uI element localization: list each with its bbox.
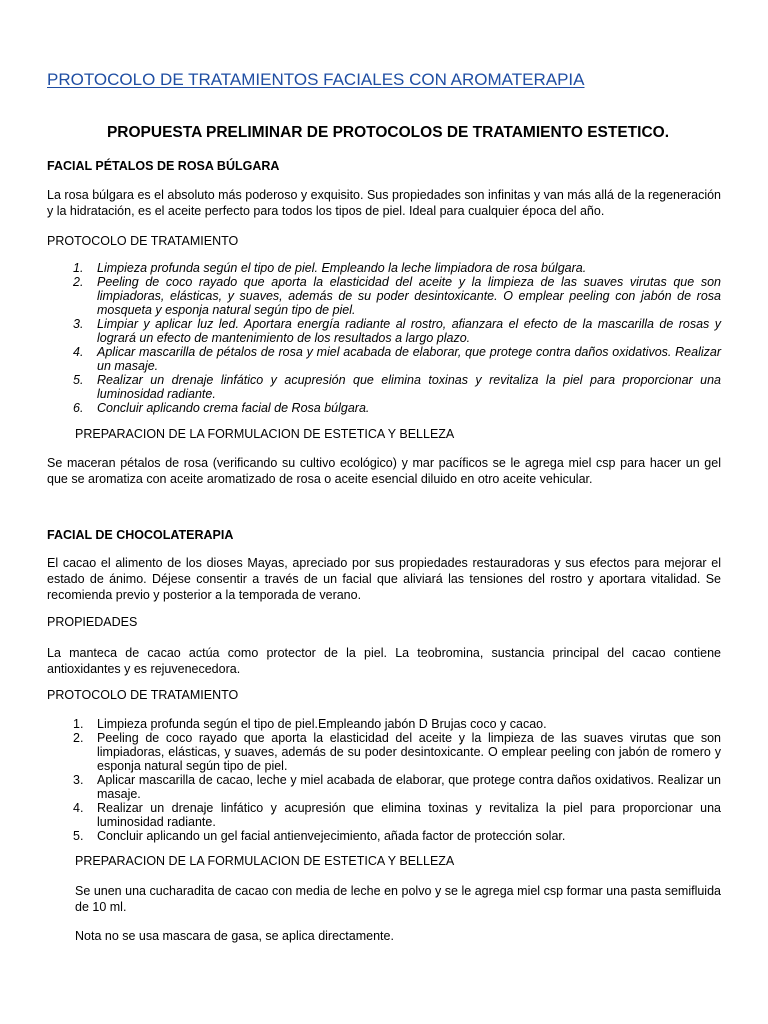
step-text: Realizar un drenaje linfático y acupresión que elimina toxinas y revitaliza la piel para proporcionar una luminosidad radiante. (97, 801, 721, 829)
properties-label: PROPIEDADES (47, 615, 138, 629)
step-text: Aplicar mascarilla de cacao, leche y miel acabada de elaborar, que protege contra daños oxidativos. Realizar un masaje. (97, 773, 721, 801)
prep-text-rosa: Se maceran pétalos de rosa (verificando su cultivo ecológico) y mar pacíficos se le agrega miel csp para hacer un gel que se aromatiza con aceite aromatizado de rosa o aceite esencial diluido en otro aceite vehicular. (47, 456, 721, 486)
document-subtitle: PROPUESTA PRELIMINAR DE PROTOCOLOS DE TRATAMIENTO ESTETICO. (106, 124, 670, 141)
step-text: Concluir aplicando un gel facial antienvejecimiento, añada factor de protección solar. (97, 829, 566, 843)
list-item (47, 317, 721, 345)
protocol-steps-chocolate (47, 717, 721, 843)
list-item (47, 731, 721, 773)
step-text: Limpieza profunda según el tipo de piel. Empleando la leche limpiadora de rosa búlgara. (97, 261, 587, 275)
list-item (47, 261, 721, 275)
protocol-label-rosa: PROTOCOLO DE TRATAMIENTO (47, 234, 239, 248)
step-text: Peeling de coco rayado que aporta la elasticidad del aceite y la limpieza de las suaves virutas que son limpiadoras, elásticas, y suaves, además de su poder desintoxicante. O emplear peeling con jabón de rosa mosqueta y esponja natural según tipo de piel. (97, 275, 721, 317)
list-item (47, 773, 721, 801)
step-text: Concluir aplicando crema facial de Rosa búlgara. (97, 401, 370, 415)
step-text: Peeling de coco rayado que aporta la elasticidad del aceite y la limpieza de las suaves virutas que son limpiadoras, elásticas, y suaves, además de su poder desintoxicante. O emplear peeling con jabón de romero y esponja natural según tipo de piel. (97, 731, 721, 773)
step-number: 5. (73, 373, 84, 387)
section-intro-chocolate: El cacao el alimento de los dioses Mayas, apreciado por sus propiedades restauradoras y sus efectos para mejorar el estado de ánimo. Déjese consentir a través de un facial que aliviará las tensiones del rostro y aportara vitalidad. Se recomienda previo y posterior a la temporada de verano. (47, 556, 721, 602)
section-heading-chocolate: FACIAL DE CHOCOLATERAPIA (47, 528, 234, 542)
list-item (47, 373, 721, 401)
note-text: Nota no se usa mascara de gasa, se aplica directamente. (75, 929, 394, 943)
list-item (47, 801, 721, 829)
list-item (47, 717, 721, 731)
step-number: 3. (73, 773, 84, 787)
step-number: 2. (73, 275, 84, 289)
protocol-steps-rosa (47, 261, 721, 415)
prep-label-rosa: PREPARACION DE LA FORMULACION DE ESTETICA Y BELLEZA (75, 427, 455, 441)
protocol-label-chocolate: PROTOCOLO DE TRATAMIENTO (47, 688, 239, 702)
prep-text-chocolate: Se unen una cucharadita de cacao con media de leche en polvo y se le agrega miel csp formar una pasta semifluida de 10 ml. (75, 884, 721, 914)
list-item (47, 829, 721, 843)
section-intro-rosa: La rosa búlgara es el absoluto más poderoso y exquisito. Sus propiedades son infinitas y van más allá de la regeneración y la hidratación, es el aceite perfecto para todos los tipos de piel. Ideal para cualquier época del año. (47, 188, 721, 218)
step-number: 1. (73, 717, 84, 731)
step-text: Aplicar mascarilla de pétalos de rosa y miel acabada de elaborar, que protege contra daños oxidativos. Realizar un masaje. (97, 345, 721, 373)
document-title: PROTOCOLO DE TRATAMIENTOS FACIALES CON AROMATERAPIA (47, 70, 585, 89)
section-heading-rosa: FACIAL PÉTALOS DE ROSA BÚLGARA (47, 159, 280, 173)
step-number: 5. (73, 829, 84, 843)
step-number: 2. (73, 731, 84, 745)
step-text: Realizar un drenaje linfático y acupresión que elimina toxinas y revitaliza la piel para proporcionar una luminosidad radiante. (97, 373, 721, 401)
step-number: 1. (73, 261, 84, 275)
step-number: 3. (73, 317, 84, 331)
step-text: Limpieza profunda según el tipo de piel.Empleando jabón D Brujas coco y cacao. (97, 717, 547, 731)
list-item (47, 401, 721, 415)
step-text: Limpiar y aplicar luz led. Aportara energía radiante al rostro, afianzara el efecto de la mascarilla de rosas y logrará un efecto de mantenimiento de los resultados a largo plazo. (97, 317, 721, 345)
list-item (47, 345, 721, 373)
list-item (47, 275, 721, 317)
step-number: 4. (73, 345, 84, 359)
step-number: 4. (73, 801, 84, 815)
prep-label-chocolate: PREPARACION DE LA FORMULACION DE ESTETICA Y BELLEZA (75, 854, 455, 868)
step-number: 6. (73, 401, 84, 415)
properties-text: La manteca de cacao actúa como protector de la piel. La teobromina, sustancia principal del cacao contiene antioxidantes y es rejuvenecedora. (47, 646, 721, 676)
